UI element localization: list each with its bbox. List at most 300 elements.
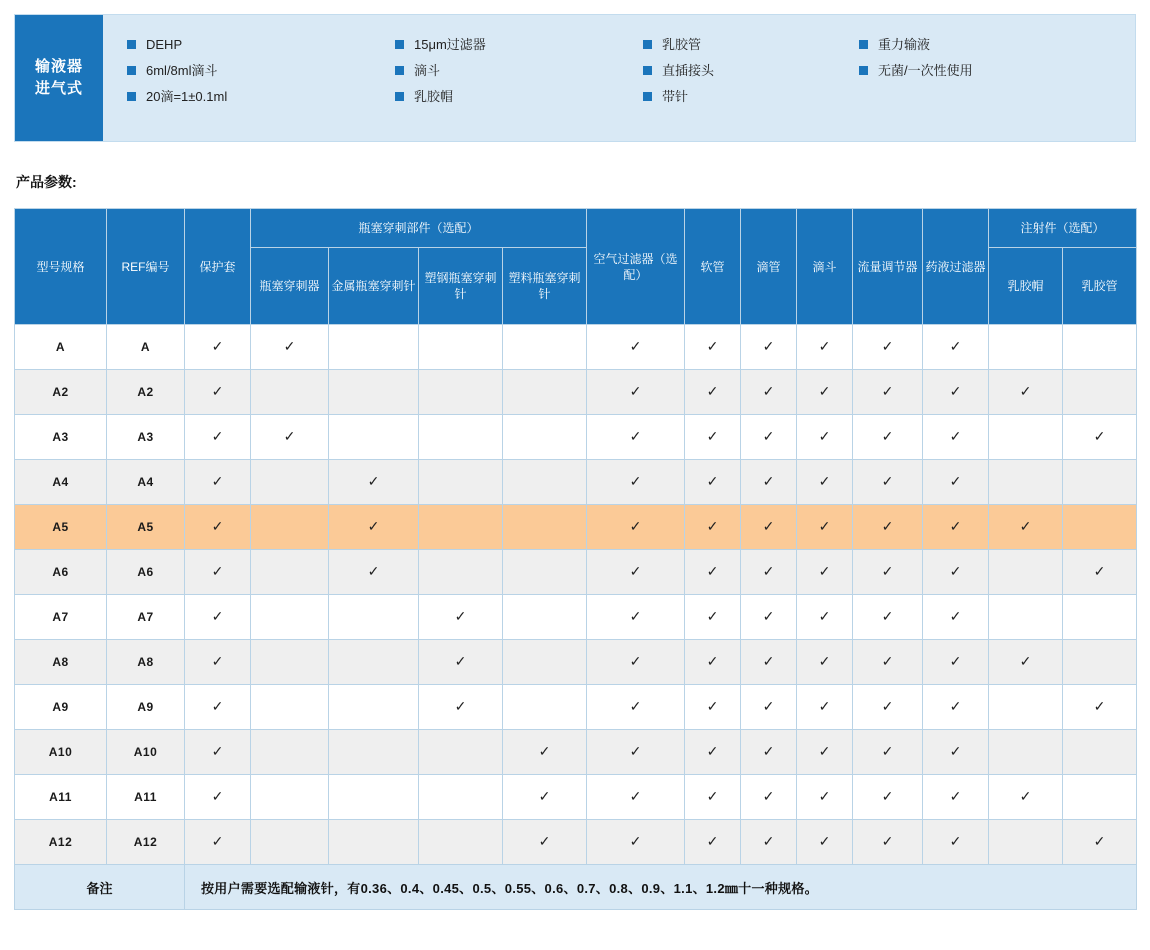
table-row [15, 685, 1137, 730]
cell-feature [853, 640, 923, 685]
square-bullet-icon [859, 40, 868, 49]
cell-feature [797, 595, 853, 640]
cell-feature [251, 820, 329, 865]
cell-feature [1063, 325, 1137, 370]
footer-note-label: 备注 [15, 865, 185, 910]
check-icon: ✓ [706, 337, 719, 354]
cell-feature [797, 730, 853, 775]
cell-feature [587, 775, 685, 820]
cell-feature [989, 415, 1063, 460]
feature-label: 滴斗 [414, 63, 441, 78]
feature-label: 带针 [662, 89, 689, 104]
cell-feature [185, 595, 251, 640]
table-header-group-row [15, 209, 1137, 248]
cell-feature [587, 550, 685, 595]
cell-feature [989, 595, 1063, 640]
cell-feature [989, 325, 1063, 370]
cell-feature [685, 685, 741, 730]
cell-feature [329, 415, 419, 460]
cell-feature [1063, 505, 1137, 550]
feature-item [395, 37, 643, 53]
check-icon: ✓ [706, 787, 719, 804]
check-icon: ✓ [706, 742, 719, 759]
cell-feature [587, 640, 685, 685]
cell-feature [419, 685, 503, 730]
cell-feature [587, 820, 685, 865]
cell-feature [685, 370, 741, 415]
check-icon: ✓ [762, 697, 775, 714]
cell-feature [185, 325, 251, 370]
check-icon: ✓ [211, 832, 224, 849]
cell-feature [741, 370, 797, 415]
table-row [15, 820, 1137, 865]
check-icon: ✓ [818, 382, 831, 399]
check-icon: ✓ [454, 697, 467, 714]
cell-feature [923, 415, 989, 460]
check-icon: ✓ [1019, 652, 1032, 669]
check-icon: ✓ [454, 652, 467, 669]
cell-feature [741, 775, 797, 820]
check-icon: ✓ [367, 472, 380, 489]
cell-feature [923, 505, 989, 550]
check-icon: ✓ [629, 382, 642, 399]
cell-feature [503, 685, 587, 730]
check-icon: ✓ [629, 787, 642, 804]
check-icon: ✓ [818, 472, 831, 489]
cell-feature [853, 685, 923, 730]
check-icon: ✓ [538, 832, 551, 849]
check-icon: ✓ [211, 382, 224, 399]
banner-column-3 [643, 37, 859, 141]
table-row [15, 640, 1137, 685]
cell-feature [797, 820, 853, 865]
check-icon: ✓ [881, 472, 894, 489]
check-icon: ✓ [706, 607, 719, 624]
cell-ref: A8 [107, 640, 185, 685]
column-header-latex-tube: 乳胶管 [1063, 248, 1137, 325]
cell-feature [853, 595, 923, 640]
column-header-air-filter: 空气过滤器（选配） [587, 209, 685, 325]
feature-label: 直插接头 [662, 63, 715, 78]
table-row [15, 730, 1137, 775]
feature-label: 15μm过滤器 [414, 37, 486, 52]
cell-feature [741, 325, 797, 370]
cell-feature [741, 460, 797, 505]
cell-feature [989, 775, 1063, 820]
cell-feature [685, 640, 741, 685]
cell-feature [419, 820, 503, 865]
feature-label: 6ml/8ml滴斗 [146, 63, 218, 78]
column-header-plastic-steel-pierce-needle: 塑钢瓶塞穿刺针 [419, 248, 503, 325]
check-icon: ✓ [367, 562, 380, 579]
square-bullet-icon [127, 92, 136, 101]
cell-feature [797, 460, 853, 505]
check-icon: ✓ [1093, 832, 1106, 849]
cell-feature [587, 415, 685, 460]
cell-feature [503, 370, 587, 415]
check-icon: ✓ [538, 787, 551, 804]
section-title: 产品参数: [16, 174, 77, 190]
check-icon: ✓ [881, 742, 894, 759]
square-bullet-icon [127, 40, 136, 49]
check-icon: ✓ [1019, 787, 1032, 804]
cell-feature [503, 820, 587, 865]
cell-feature [989, 460, 1063, 505]
check-icon: ✓ [1019, 382, 1032, 399]
cell-feature [1063, 595, 1137, 640]
cell-feature [989, 370, 1063, 415]
cell-feature [923, 370, 989, 415]
check-icon: ✓ [283, 427, 296, 444]
check-icon: ✓ [629, 697, 642, 714]
check-icon: ✓ [762, 652, 775, 669]
check-icon: ✓ [818, 607, 831, 624]
cell-ref: A5 [107, 505, 185, 550]
check-icon: ✓ [211, 517, 224, 534]
cell-feature [329, 685, 419, 730]
check-icon: ✓ [818, 832, 831, 849]
cell-feature [797, 505, 853, 550]
feature-item [643, 63, 859, 79]
check-icon: ✓ [629, 742, 642, 759]
cell-feature [853, 370, 923, 415]
table-row [15, 550, 1137, 595]
feature-banner [14, 14, 1136, 142]
cell-model: A2 [15, 370, 107, 415]
check-icon: ✓ [762, 562, 775, 579]
cell-feature [329, 775, 419, 820]
check-icon: ✓ [629, 337, 642, 354]
cell-feature [797, 775, 853, 820]
cell-feature [923, 595, 989, 640]
cell-feature [797, 550, 853, 595]
cell-feature [797, 640, 853, 685]
cell-feature [329, 730, 419, 775]
cell-feature [251, 730, 329, 775]
cell-model: A3 [15, 415, 107, 460]
column-header-plastic-pierce-needle: 塑料瓶塞穿刺针 [503, 248, 587, 325]
check-icon: ✓ [949, 787, 962, 804]
square-bullet-icon [127, 66, 136, 75]
cell-feature [329, 505, 419, 550]
feature-label: 20滴=1±0.1ml [146, 89, 228, 104]
check-icon: ✓ [881, 832, 894, 849]
cell-model: A10 [15, 730, 107, 775]
column-header-latex-cap: 乳胶帽 [989, 248, 1063, 325]
cell-feature [185, 550, 251, 595]
check-icon: ✓ [629, 607, 642, 624]
check-icon: ✓ [211, 607, 224, 624]
cell-feature [329, 370, 419, 415]
check-icon: ✓ [881, 382, 894, 399]
spec-table [14, 208, 1137, 910]
feature-label: 乳胶帽 [414, 89, 454, 104]
table-header [15, 209, 1137, 325]
cell-feature [1063, 550, 1137, 595]
cell-feature [587, 460, 685, 505]
check-icon: ✓ [949, 427, 962, 444]
square-bullet-icon [395, 40, 404, 49]
cell-feature [1063, 685, 1137, 730]
cell-model: A [15, 325, 107, 370]
check-icon: ✓ [1093, 427, 1106, 444]
cell-feature [185, 775, 251, 820]
check-icon: ✓ [949, 337, 962, 354]
group-header-pierce-parts: 瓶塞穿刺部件（选配） [251, 209, 587, 248]
check-icon: ✓ [706, 517, 719, 534]
cell-ref: A6 [107, 550, 185, 595]
cell-feature [923, 325, 989, 370]
cell-feature [251, 505, 329, 550]
banner-column-2 [395, 37, 643, 141]
cell-feature [329, 550, 419, 595]
cell-feature [503, 505, 587, 550]
cell-feature [251, 415, 329, 460]
spec-table-container [14, 208, 1136, 910]
check-icon: ✓ [949, 832, 962, 849]
cell-feature [251, 775, 329, 820]
cell-feature [503, 730, 587, 775]
check-icon: ✓ [706, 697, 719, 714]
cell-feature [1063, 460, 1137, 505]
check-icon: ✓ [211, 472, 224, 489]
check-icon: ✓ [211, 562, 224, 579]
cell-feature [1063, 415, 1137, 460]
check-icon: ✓ [818, 787, 831, 804]
check-icon: ✓ [629, 652, 642, 669]
cell-feature [419, 415, 503, 460]
cell-feature [1063, 820, 1137, 865]
column-header-drip-tube: 滴管 [741, 209, 797, 325]
column-header-ref: REF编号 [107, 209, 185, 325]
cell-feature [503, 775, 587, 820]
cell-ref: A11 [107, 775, 185, 820]
banner-column-4 [859, 37, 1079, 141]
check-icon: ✓ [762, 472, 775, 489]
cell-feature [419, 550, 503, 595]
cell-feature [989, 685, 1063, 730]
feature-item [643, 89, 859, 105]
cell-model: A9 [15, 685, 107, 730]
check-icon: ✓ [706, 652, 719, 669]
feature-item [395, 89, 643, 105]
cell-feature [503, 415, 587, 460]
cell-ref: A4 [107, 460, 185, 505]
cell-feature [989, 505, 1063, 550]
check-icon: ✓ [762, 742, 775, 759]
cell-ref: A3 [107, 415, 185, 460]
cell-feature [685, 460, 741, 505]
cell-feature [853, 325, 923, 370]
cell-feature [853, 730, 923, 775]
check-icon: ✓ [762, 787, 775, 804]
check-icon: ✓ [538, 742, 551, 759]
cell-feature [853, 820, 923, 865]
check-icon: ✓ [629, 472, 642, 489]
cell-feature [685, 820, 741, 865]
table-footer-row [15, 865, 1137, 910]
check-icon: ✓ [818, 427, 831, 444]
cell-feature [923, 775, 989, 820]
square-bullet-icon [643, 92, 652, 101]
check-icon: ✓ [762, 607, 775, 624]
cell-ref: A9 [107, 685, 185, 730]
cell-feature [503, 595, 587, 640]
cell-feature [685, 325, 741, 370]
feature-item [643, 37, 859, 53]
check-icon: ✓ [881, 517, 894, 534]
cell-feature [853, 550, 923, 595]
check-icon: ✓ [706, 472, 719, 489]
cell-feature [329, 640, 419, 685]
cell-model: A8 [15, 640, 107, 685]
check-icon: ✓ [629, 517, 642, 534]
check-icon: ✓ [1019, 517, 1032, 534]
cell-feature [923, 730, 989, 775]
cell-feature [587, 505, 685, 550]
cell-feature [741, 685, 797, 730]
column-header-flow-regulator: 流量调节器 [853, 209, 923, 325]
check-icon: ✓ [949, 697, 962, 714]
cell-feature [503, 640, 587, 685]
table-footer [15, 865, 1137, 910]
cell-feature [503, 325, 587, 370]
cell-feature [797, 325, 853, 370]
cell-feature [685, 415, 741, 460]
check-icon: ✓ [706, 427, 719, 444]
cell-feature [419, 505, 503, 550]
cell-feature [797, 370, 853, 415]
cell-feature [419, 370, 503, 415]
check-icon: ✓ [762, 517, 775, 534]
feature-label: DEHP [146, 37, 183, 52]
check-icon: ✓ [818, 652, 831, 669]
feature-item [127, 89, 395, 105]
cell-feature [419, 775, 503, 820]
cell-feature [989, 550, 1063, 595]
feature-item [859, 37, 1079, 53]
table-row [15, 595, 1137, 640]
cell-feature [329, 325, 419, 370]
feature-item [127, 37, 395, 53]
check-icon: ✓ [211, 427, 224, 444]
cell-feature [587, 370, 685, 415]
check-icon: ✓ [211, 742, 224, 759]
cell-feature [587, 685, 685, 730]
square-bullet-icon [643, 66, 652, 75]
check-icon: ✓ [706, 832, 719, 849]
check-icon: ✓ [762, 427, 775, 444]
check-icon: ✓ [949, 517, 962, 534]
cell-model: A12 [15, 820, 107, 865]
cell-feature [503, 460, 587, 505]
check-icon: ✓ [706, 382, 719, 399]
banner-title-line1: 输液器 [34, 58, 83, 75]
check-icon: ✓ [762, 337, 775, 354]
column-header-protective-cap: 保护套 [185, 209, 251, 325]
cell-feature [587, 595, 685, 640]
cell-feature [419, 325, 503, 370]
cell-feature [989, 820, 1063, 865]
check-icon: ✓ [1093, 697, 1106, 714]
cell-model: A6 [15, 550, 107, 595]
cell-ref: A10 [107, 730, 185, 775]
cell-feature [1063, 370, 1137, 415]
cell-ref: A7 [107, 595, 185, 640]
feature-item [395, 63, 643, 79]
cell-ref: A12 [107, 820, 185, 865]
cell-feature [1063, 640, 1137, 685]
check-icon: ✓ [818, 562, 831, 579]
cell-feature [251, 460, 329, 505]
cell-feature [185, 685, 251, 730]
cell-feature [185, 370, 251, 415]
check-icon: ✓ [211, 337, 224, 354]
cell-feature [503, 550, 587, 595]
check-icon: ✓ [949, 742, 962, 759]
cell-feature [741, 820, 797, 865]
cell-feature [685, 505, 741, 550]
table-row [15, 775, 1137, 820]
footer-note-text: 按用户需要选配输液针，有0.36、0.4、0.45、0.5、0.55、0.6、0.7、0.8、0.9、1.1、1.2㎜十一种规格。 [185, 865, 1137, 910]
cell-feature [741, 595, 797, 640]
check-icon: ✓ [818, 697, 831, 714]
check-icon: ✓ [949, 472, 962, 489]
check-icon: ✓ [211, 697, 224, 714]
cell-feature [741, 505, 797, 550]
cell-feature [685, 595, 741, 640]
cell-feature [741, 415, 797, 460]
check-icon: ✓ [283, 337, 296, 354]
banner-title-line2: 进气式 [34, 80, 83, 97]
cell-feature [685, 775, 741, 820]
square-bullet-icon [643, 40, 652, 49]
cell-feature [741, 640, 797, 685]
check-icon: ✓ [762, 832, 775, 849]
check-icon: ✓ [762, 382, 775, 399]
check-icon: ✓ [881, 652, 894, 669]
cell-feature [329, 460, 419, 505]
cell-model: A11 [15, 775, 107, 820]
column-header-drip-chamber: 滴斗 [797, 209, 853, 325]
check-icon: ✓ [629, 832, 642, 849]
cell-feature [419, 460, 503, 505]
cell-feature [587, 325, 685, 370]
check-icon: ✓ [881, 697, 894, 714]
column-header-soft-tube: 软管 [685, 209, 741, 325]
feature-label: 乳胶管 [662, 37, 702, 52]
cell-model: A4 [15, 460, 107, 505]
cell-feature [587, 730, 685, 775]
check-icon: ✓ [818, 517, 831, 534]
feature-label: 无菌/一次性使用 [878, 63, 973, 78]
check-icon: ✓ [367, 517, 380, 534]
column-header-model: 型号规格 [15, 209, 107, 325]
check-icon: ✓ [706, 562, 719, 579]
cell-feature [185, 505, 251, 550]
banner-feature-columns [103, 15, 1135, 141]
cell-feature [185, 415, 251, 460]
banner-column-1 [127, 37, 395, 141]
cell-feature [685, 550, 741, 595]
cell-feature [419, 730, 503, 775]
cell-feature [923, 820, 989, 865]
cell-feature [185, 640, 251, 685]
column-header-metal-pierce-needle: 金属瓶塞穿刺针 [329, 248, 419, 325]
cell-feature [329, 820, 419, 865]
feature-label: 重力输液 [878, 37, 931, 52]
cell-feature [1063, 775, 1137, 820]
